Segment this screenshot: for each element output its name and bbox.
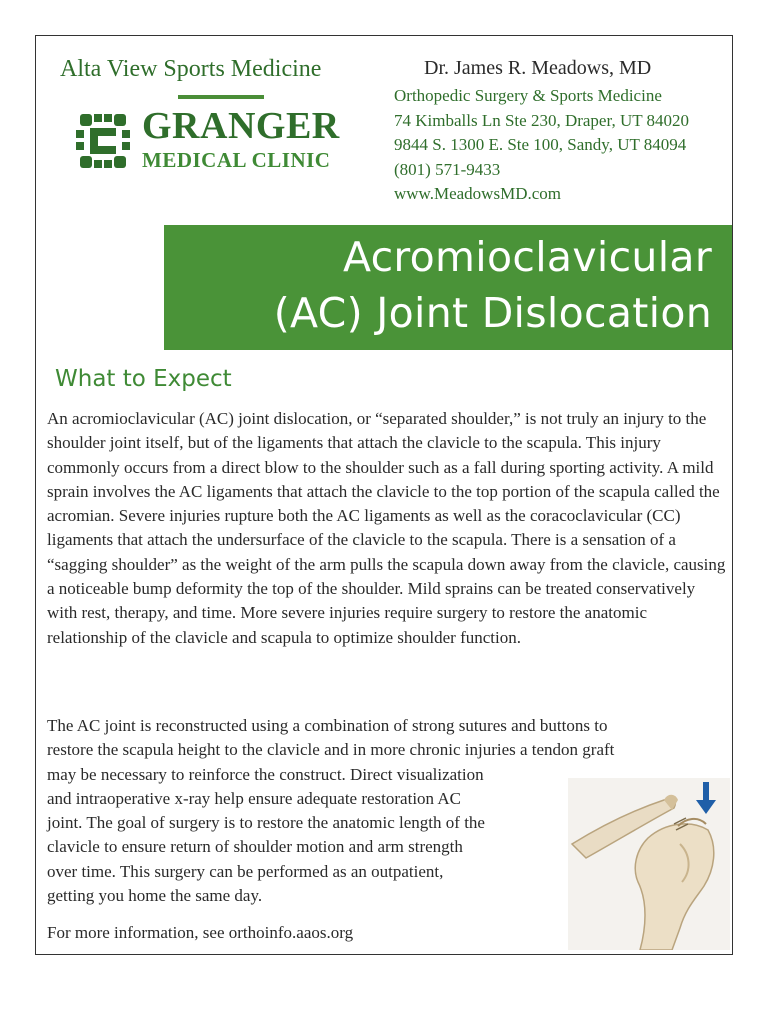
paragraph-line: and intraoperative x-ray help ensure adequate restoration AC [47, 788, 461, 808]
divider [178, 95, 264, 99]
paragraph-line: restore the scapula height to the clavicle and in more chronic injuries a tendon graft [47, 740, 615, 760]
paragraph-what-to-expect: An acromioclavicular (AC) joint dislocation, or “separated shoulder,” is not truly an injury to the shoulder joint itself, but of the ligaments that attach the clavicle to the scapula. This injury commonly occurs from a direct blow to the shoulder such as a fall during sporting activity. A mild sprain involves the AC ligaments that attach the clavicle to the top portion of the scapula called the acromian. Severe injuries rupture both the AC ligaments as well as the coracoclavicular (CC) ligaments that attach the undersurface of the clavicle to the scapula. There is a sensation of a “sagging shoulder” as the weight of the arm pulls the scapula down away from the clavicle, causing a noticeable bump deformity the top of the shoulder. Mild sprains can be treated conservatively with rest, therapy, and time. More severe injuries require surgery to restore the anatomic relationship of the clavicle and scapula to optimize shoulder function. [47, 409, 726, 647]
phone-number: (801) 571-9433 [394, 159, 501, 179]
paragraph-line: may be necessary to reinforce the construct. Direct visualization [47, 764, 484, 784]
title-banner [164, 225, 732, 350]
specialty: Orthopedic Surgery & Sports Medicine [394, 86, 662, 105]
title-line-1: Acromioclavicular [342, 233, 712, 281]
paragraph-line: joint. The goal of surgery is to restore the anatomic length of the [47, 813, 485, 833]
website-link[interactable]: www.MeadowsMD.com [394, 184, 561, 203]
clinic-name: Alta View Sports Medicine [60, 56, 322, 82]
title-line-2: (AC) Joint Dislocation [273, 289, 712, 337]
paragraph-line: clavicle to ensure return of shoulder motion and arm strength [47, 837, 463, 857]
paragraph-line: The AC joint is reconstructed using a combination of strong sutures and buttons to [47, 716, 608, 735]
address-sandy: 9844 S. 1300 E. Ste 100, Sandy, UT 84094 [394, 135, 687, 154]
section-heading: What to Expect [55, 366, 232, 392]
shoulder-anatomy-illustration [568, 778, 730, 950]
more-info-link[interactable]: For more information, see orthoinfo.aaos.org [47, 923, 354, 942]
granger-logo-icon [76, 112, 130, 170]
paragraph-line: over time. This surgery can be performed as an outpatient, [47, 861, 444, 881]
logo-wordmark: GRANGER [142, 105, 340, 147]
contact-block [394, 84, 734, 207]
logo-subtitle: MEDICAL CLINIC [142, 148, 331, 172]
doctor-name: Dr. James R. Meadows, MD [424, 57, 652, 79]
address-draper: 74 Kimballs Ln Ste 230, Draper, UT 84020 [394, 110, 690, 130]
paragraph-line: getting you home the same day. [47, 886, 263, 906]
